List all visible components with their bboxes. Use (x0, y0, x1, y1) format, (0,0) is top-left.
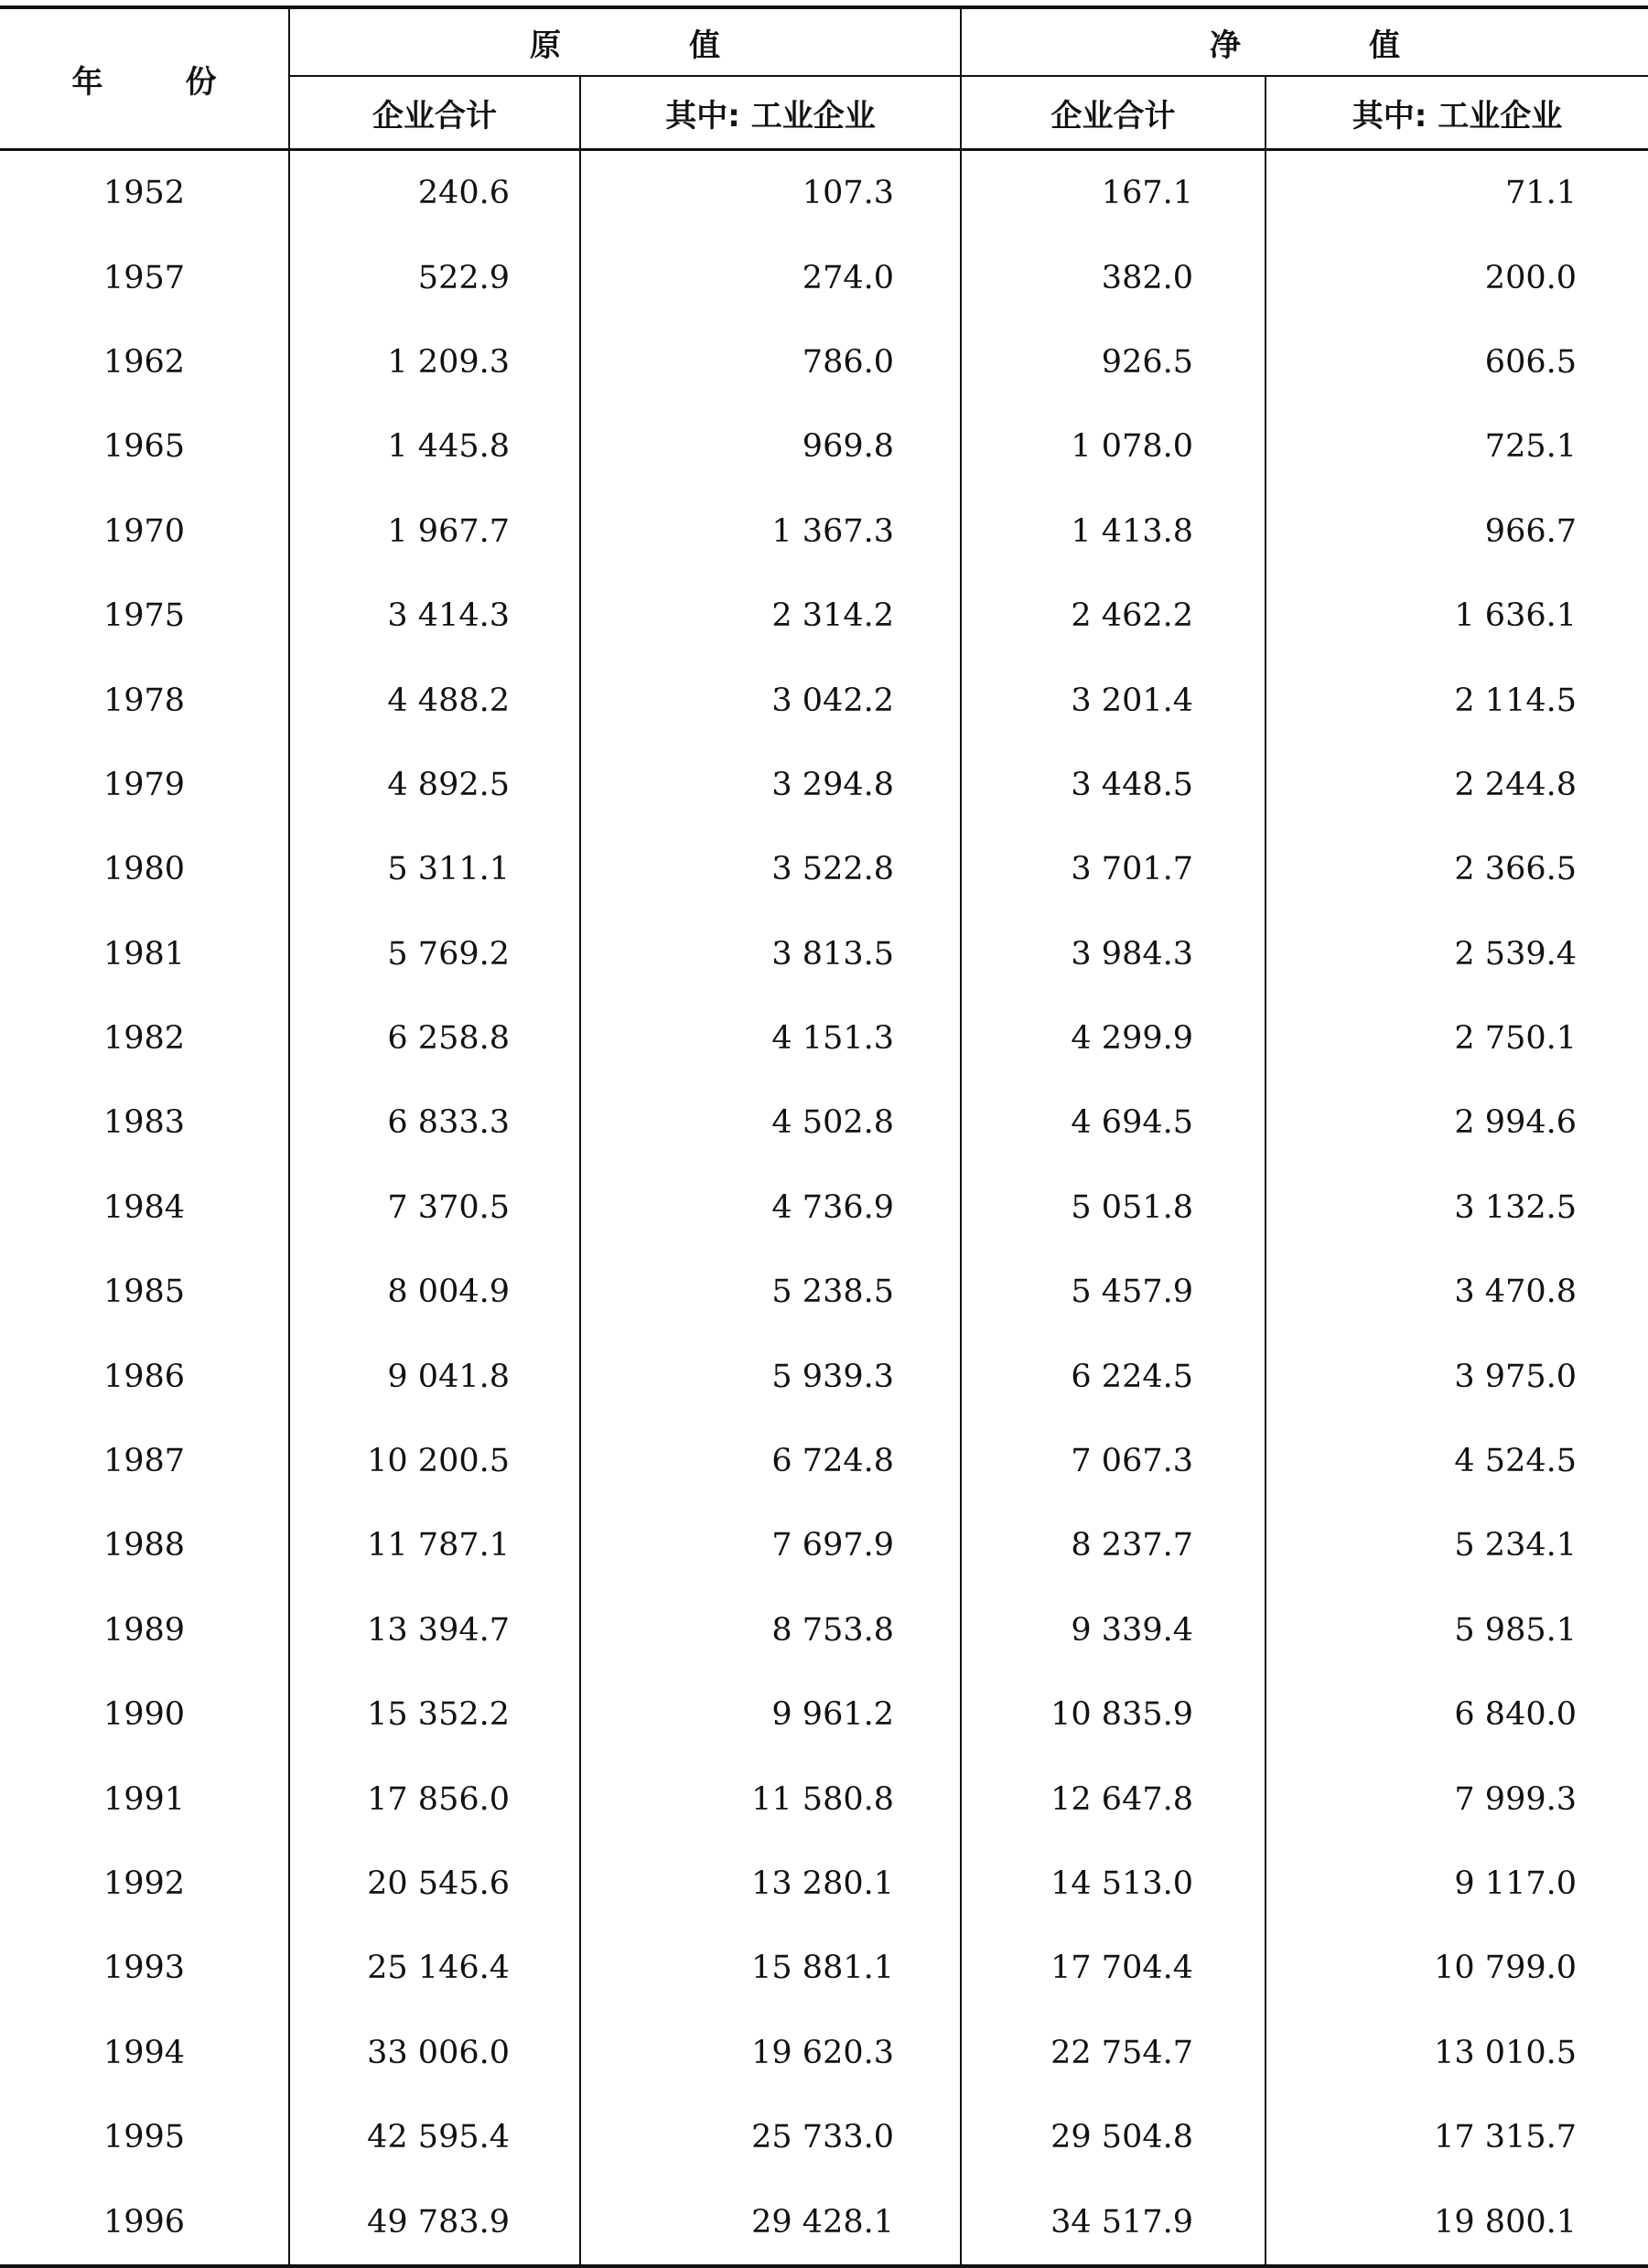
net-total-cell: 3 701.7 (961, 827, 1266, 911)
table-row (0, 2179, 1648, 2265)
year-cell: 1984 (102, 1188, 186, 1226)
table-row (0, 743, 1648, 827)
original-total-cell: 4 488.2 (289, 658, 580, 742)
net-value-group-header (961, 7, 1648, 76)
net-total-cell: 382.0 (961, 235, 1266, 319)
net-industry-cell: 3 975.0 (1266, 1334, 1648, 1418)
year-cell: 1989 (102, 1611, 186, 1649)
original-industry-cell: 5 939.3 (580, 1334, 961, 1418)
original-total-cell: 5 769.2 (289, 912, 580, 996)
original-industry-cell: 9 961.2 (580, 1672, 961, 1757)
original-industry-cell: 786.0 (580, 320, 961, 404)
net-total-cell: 12 647.8 (961, 1757, 1266, 1841)
original-total-cell: 11 787.1 (289, 1503, 580, 1587)
net-industry-cell: 5 234.1 (1266, 1503, 1648, 1587)
original-total-cell: 8 004.9 (289, 1250, 580, 1334)
table-row (0, 150, 1648, 236)
net-total-cell: 167.1 (961, 150, 1266, 236)
net-industry-cell: 4 524.5 (1266, 1419, 1648, 1503)
original-total-cell: 1 209.3 (289, 320, 580, 404)
original-total-cell: 1 445.8 (289, 404, 580, 489)
year-cell: 1957 (102, 259, 186, 296)
net-total-cell: 34 517.9 (961, 2179, 1266, 2265)
original-total-cell: 7 370.5 (289, 1166, 580, 1250)
net-value-char-2: 值 (1369, 27, 1400, 64)
net-total-cell: 2 462.2 (961, 574, 1266, 658)
original-industry-cell: 15 881.1 (580, 1926, 961, 2010)
table-row (0, 1334, 1648, 1418)
net-total-cell: 8 237.7 (961, 1503, 1266, 1587)
net-total-cell: 3 984.3 (961, 912, 1266, 996)
net-total-cell: 7 067.3 (961, 1419, 1266, 1503)
original-industry-cell: 3 522.8 (580, 827, 961, 911)
year-cell: 1982 (102, 1020, 186, 1058)
table-row (0, 1250, 1648, 1334)
year-cell: 1988 (102, 1527, 186, 1564)
net-industry-cell: 966.7 (1266, 489, 1648, 574)
table-body (0, 150, 1648, 2266)
table-row (0, 1419, 1648, 1503)
original-industry-cell: 5 238.5 (580, 1250, 961, 1334)
net-total-cell: 4 694.5 (961, 1080, 1266, 1165)
net-industry-cell: 10 799.0 (1266, 1926, 1648, 2010)
table-header (0, 7, 1648, 150)
net-industry-cell: 2 244.8 (1266, 743, 1648, 827)
year-cell: 1965 (102, 428, 186, 466)
year-cell: 1980 (102, 851, 186, 888)
original-total-cell: 33 006.0 (289, 2011, 580, 2095)
original-total-cell: 15 352.2 (289, 1672, 580, 1757)
net-total-cell: 1 078.0 (961, 404, 1266, 489)
original-industry-cell: 4 502.8 (580, 1080, 961, 1165)
original-industry-cell: 7 697.9 (580, 1503, 961, 1587)
original-industry-cell: 4 736.9 (580, 1166, 961, 1250)
original-total-cell: 522.9 (289, 235, 580, 319)
table-row (0, 1503, 1648, 1587)
year-header-char-2: 份 (185, 63, 217, 101)
year-cell: 1987 (102, 1443, 186, 1480)
year-cell: 1952 (102, 175, 186, 212)
net-total-cell: 1 413.8 (961, 489, 1266, 574)
year-header-char-1: 年 (71, 63, 103, 101)
original-total-cell: 13 394.7 (289, 1588, 580, 1672)
net-total-cell: 9 339.4 (961, 1588, 1266, 1672)
original-industry-cell: 8 753.8 (580, 1588, 961, 1672)
net-total-cell: 5 051.8 (961, 1166, 1266, 1250)
table-row (0, 912, 1648, 996)
net-industry-cell: 3 132.5 (1266, 1166, 1648, 1250)
original-industry-cell: 11 580.8 (580, 1757, 961, 1841)
table-row (0, 2095, 1648, 2179)
net-industry-cell: 1 636.1 (1266, 574, 1648, 658)
original-industry-cell: 19 620.3 (580, 2011, 961, 2095)
year-cell: 1996 (0, 2179, 289, 2265)
original-total-cell: 6 258.8 (289, 996, 580, 1080)
table-row (0, 1080, 1648, 1165)
net-industry-cell: 2 994.6 (1266, 1080, 1648, 1165)
year-cell: 1970 (102, 512, 186, 550)
year-cell: 1992 (102, 1865, 186, 1902)
original-industry-cell: 3 294.8 (580, 743, 961, 827)
original-total-cell: 9 041.8 (289, 1334, 580, 1418)
original-industry-cell: 2 314.2 (580, 574, 961, 658)
net-industry-cell: 2 539.4 (1266, 912, 1648, 996)
fixed-assets-table (0, 5, 1648, 2268)
table-row (0, 404, 1648, 489)
original-industry-cell: 274.0 (580, 235, 961, 319)
original-industry-cell: 1 367.3 (580, 489, 961, 574)
net-industry-cell: 17 315.7 (1266, 2095, 1648, 2179)
net-industry-cell: 725.1 (1266, 404, 1648, 489)
original-total-cell: 42 595.4 (289, 2095, 580, 2179)
net-industry-cell: 71.1 (1266, 150, 1648, 236)
net-total-cell: 3 201.4 (961, 658, 1266, 742)
table-row (0, 489, 1648, 574)
original-industry-cell: 29 428.1 (580, 2179, 961, 2265)
net-industry-cell: 5 985.1 (1266, 1588, 1648, 1672)
table-row (0, 1672, 1648, 1757)
original-value-group-header (289, 7, 961, 76)
table-row (0, 996, 1648, 1080)
year-cell: 1990 (102, 1696, 186, 1734)
original-total-cell: 49 783.9 (289, 2179, 580, 2265)
table-row (0, 1842, 1648, 1926)
net-industry-cell: 3 470.8 (1266, 1250, 1648, 1334)
table-row (0, 2011, 1648, 2095)
year-cell: 1994 (102, 2034, 186, 2071)
net-industry-cell: 2 750.1 (1266, 996, 1648, 1080)
net-industry-cell: 200.0 (1266, 235, 1648, 319)
year-cell: 1978 (102, 682, 186, 719)
original-total-cell: 1 967.7 (289, 489, 580, 574)
year-cell: 1979 (102, 766, 186, 803)
original-total-cell: 17 856.0 (289, 1757, 580, 1841)
original-total-cell: 10 200.5 (289, 1419, 580, 1503)
net-total-cell: 17 704.4 (961, 1926, 1266, 2010)
year-cell: 1986 (102, 1358, 186, 1395)
original-total-cell: 5 311.1 (289, 827, 580, 911)
original-industry-header: 其中: 工业企业 (580, 76, 961, 150)
original-total-cell: 240.6 (289, 150, 580, 236)
net-industry-cell: 19 800.1 (1266, 2179, 1648, 2265)
year-cell: 1993 (102, 1950, 186, 1987)
original-total-cell: 6 833.3 (289, 1080, 580, 1165)
net-total-cell: 4 299.9 (961, 996, 1266, 1080)
original-industry-cell: 6 724.8 (580, 1419, 961, 1503)
table-row (0, 1757, 1648, 1841)
net-total-cell: 5 457.9 (961, 1250, 1266, 1334)
table-row (0, 1926, 1648, 2010)
table-row (0, 827, 1648, 911)
table-row (0, 1166, 1648, 1250)
year-cell: 1985 (102, 1274, 186, 1311)
year-column-header (0, 7, 289, 150)
net-total-cell: 22 754.7 (961, 2011, 1266, 2095)
net-total-cell: 14 513.0 (961, 1842, 1266, 1926)
net-total-cell: 3 448.5 (961, 743, 1266, 827)
net-industry-cell: 13 010.5 (1266, 2011, 1648, 2095)
original-industry-cell: 3 042.2 (580, 658, 961, 742)
original-industry-cell: 3 813.5 (580, 912, 961, 996)
table-row (0, 574, 1648, 658)
net-value-char-1: 净 (1210, 27, 1241, 64)
original-value-char-1: 原 (530, 27, 561, 64)
original-industry-cell: 25 733.0 (580, 2095, 961, 2179)
table-row (0, 658, 1648, 742)
original-value-char-2: 值 (689, 27, 720, 64)
table-row (0, 1588, 1648, 1672)
year-cell: 1991 (102, 1780, 186, 1818)
net-industry-cell: 9 117.0 (1266, 1842, 1648, 1926)
original-total-cell: 4 892.5 (289, 743, 580, 827)
original-industry-cell: 969.8 (580, 404, 961, 489)
year-cell: 1981 (102, 935, 186, 973)
original-total-cell: 20 545.6 (289, 1842, 580, 1926)
net-industry-header: 其中: 工业企业 (1266, 76, 1648, 150)
net-industry-cell: 606.5 (1266, 320, 1648, 404)
year-cell: 1975 (102, 597, 186, 635)
net-industry-cell: 2 366.5 (1266, 827, 1648, 911)
net-total-header: 企业合计 (961, 76, 1266, 150)
original-industry-cell: 107.3 (580, 150, 961, 236)
original-total-cell: 3 414.3 (289, 574, 580, 658)
table-row (0, 320, 1648, 404)
net-total-cell: 926.5 (961, 320, 1266, 404)
year-cell: 1995 (102, 2119, 186, 2156)
year-cell: 1983 (102, 1104, 186, 1142)
net-total-cell: 6 224.5 (961, 1334, 1266, 1418)
table-row (0, 235, 1648, 319)
original-industry-cell: 4 151.3 (580, 996, 961, 1080)
original-total-header: 企业合计 (289, 76, 580, 150)
original-total-cell: 25 146.4 (289, 1926, 580, 2010)
net-industry-cell: 2 114.5 (1266, 658, 1648, 742)
net-total-cell: 10 835.9 (961, 1672, 1266, 1757)
net-total-cell: 29 504.8 (961, 2095, 1266, 2179)
net-industry-cell: 7 999.3 (1266, 1757, 1648, 1841)
original-industry-cell: 13 280.1 (580, 1842, 961, 1926)
year-cell: 1962 (102, 343, 186, 381)
net-industry-cell: 6 840.0 (1266, 1672, 1648, 1757)
